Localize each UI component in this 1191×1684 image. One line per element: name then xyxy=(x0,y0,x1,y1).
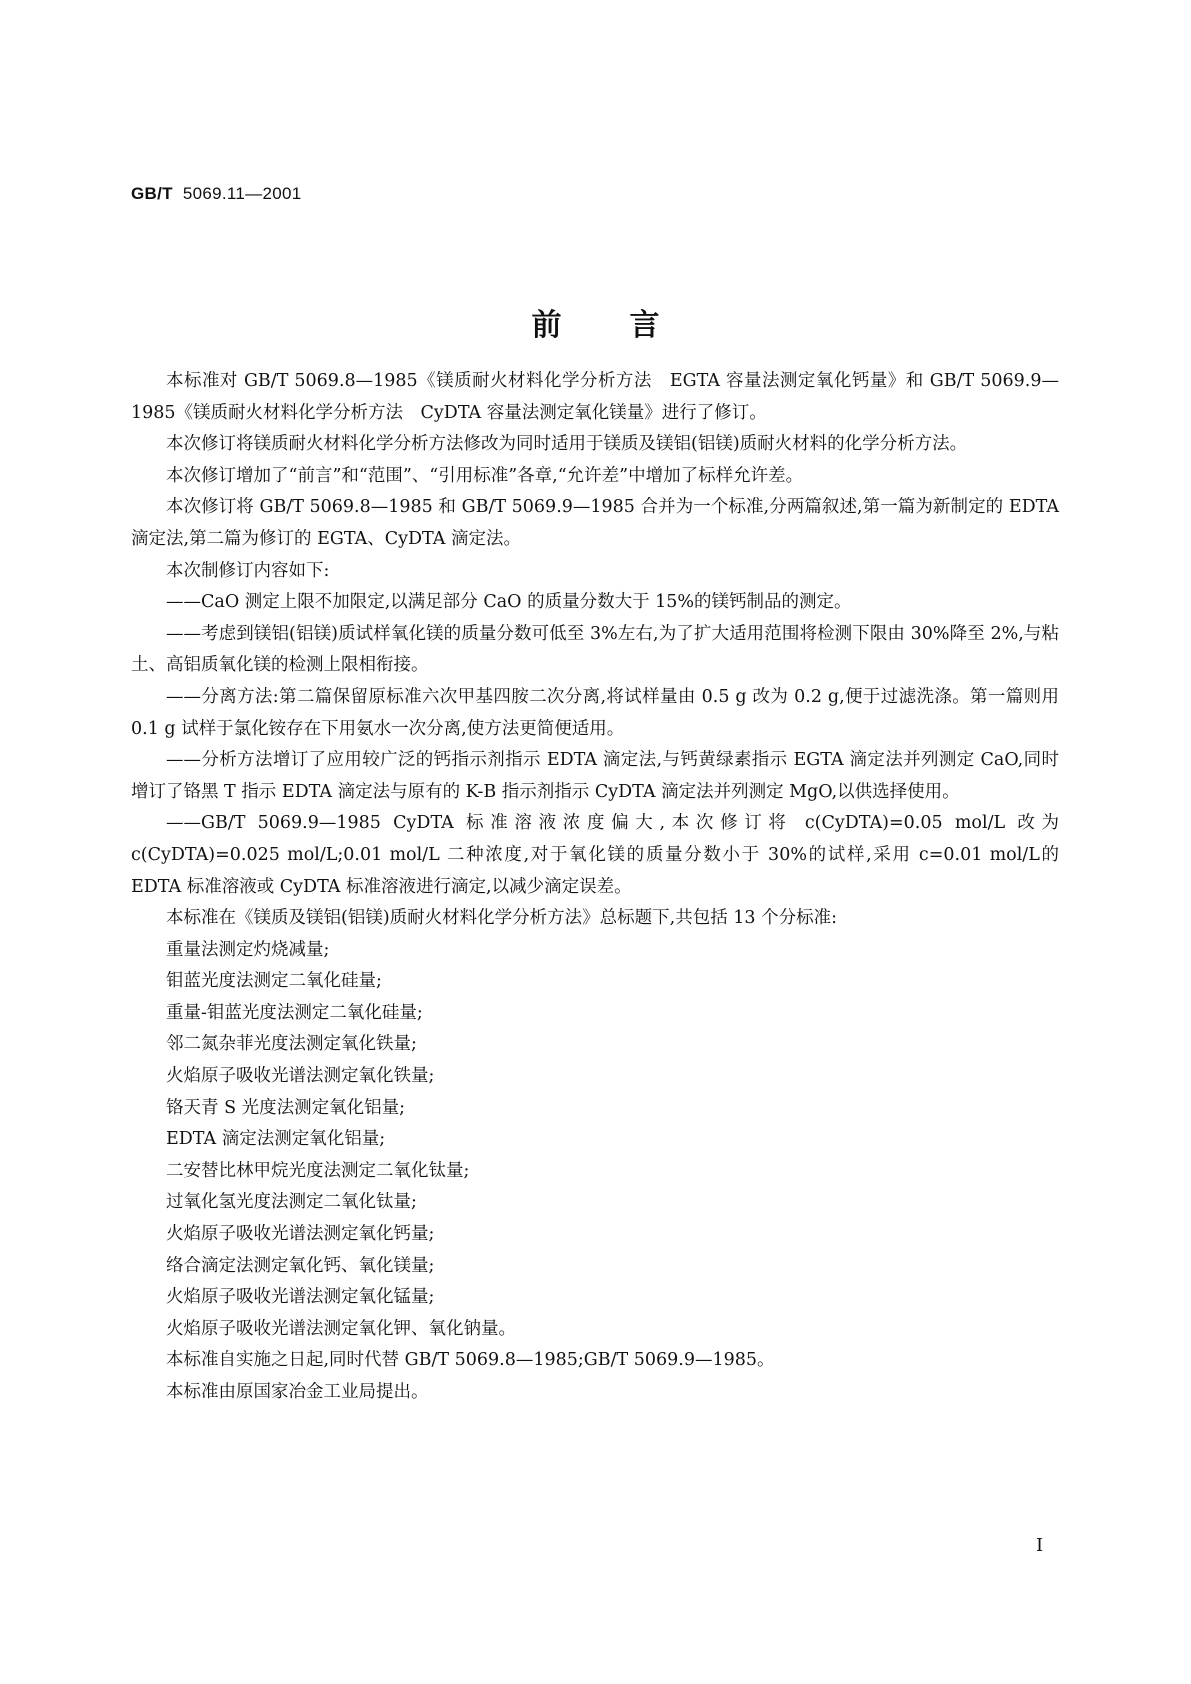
sub-standard-item: 火焰原子吸收光谱法测定氧化铁量; xyxy=(166,1066,435,1087)
revision-item: ——GB/T 5069.9—1985 CyDTA 标准溶液浓度偏大,本次修订将 c(CyDTA)=0.05 mol/L 改为 c(CyDTA)=0.025 mol/L;0.01 mol/L 二种浓度,对于氧化镁的质量分数小于 30%的试样,采用 c=0.01 mol/L的 EDTA 标准溶液或 CyDTA 标准溶液进行滴定,以减少滴定误差。 xyxy=(131,813,1059,897)
revision-item: ——CaO 测定上限不加限定,以满足部分 CaO 的质量分数大于 15%的镁钙制品的测定。 xyxy=(166,592,852,613)
foreword-body xyxy=(131,366,1059,1409)
sub-standard-item: 过氧化氢光度法测定二氧化钛量; xyxy=(166,1192,417,1213)
revision-item: ——考虑到镁铝(铝镁)质试样氧化镁的质量分数可低至 3%左右,为了扩大适用范围将检测下限由 30%降至 2%,与粘土、高铝质氧化镁的检测上限相衔接。 xyxy=(131,623,1059,676)
paragraph: 本次修订增加了“前言”和“范围”、“引用标准”各章,“允许差”中增加了标样允许差。 xyxy=(166,465,804,486)
revision-item: ——分析方法增订了应用较广泛的钙指示剂指示 EDTA 滴定法,与钙黄绿素指示 EGTA 滴定法并列测定 CaO,同时增订了铬黑 T 指示 EDTA 滴定法与原有的 K-B 指示剂指示 CyDTA 滴定法并列测定 MgO,以供选择使用。 xyxy=(131,750,1059,802)
page-title: 前言 xyxy=(531,308,728,343)
sub-standard-item: 重量-钼蓝光度法测定二氧化硅量; xyxy=(166,1002,423,1023)
sub-standard-item: 火焰原子吸收光谱法测定氧化钾、氧化钠量。 xyxy=(166,1318,516,1339)
paragraph: 本次制修订内容如下: xyxy=(166,560,330,581)
standard-code-header xyxy=(131,184,301,204)
sub-standard-item: 火焰原子吸收光谱法测定氧化钙量; xyxy=(166,1224,435,1245)
standard-prefix: GB/T xyxy=(131,184,173,203)
sub-standard-intro: 本标准在《镁质及镁铝(铝镁)质耐火材料化学分析方法》总标题下,共包括 13 个分标准: xyxy=(166,908,838,929)
sub-standard-item: 钼蓝光度法测定二氧化硅量; xyxy=(166,971,382,992)
closing-paragraph: 本标准自实施之日起,同时代替 GB/T 5069.8—1985;GB/T 5069.9—1985。 xyxy=(166,1350,775,1371)
sub-standard-item: 重量法测定灼烧减量; xyxy=(166,939,330,960)
paragraph: 本次修订将 GB/T 5069.8—1985 和 GB/T 5069.9—1985 合并为一个标准,分两篇叙述,第一篇为新制定的 EDTA 滴定法,第二篇为修订的 EGTA、CyDTA 滴定法。 xyxy=(131,497,1059,549)
page-number: I xyxy=(1036,1535,1044,1556)
revision-item: ——分离方法:第二篇保留原标准六次甲基四胺二次分离,将试样量由 0.5 g 改为 0.2 g,便于过滤洗涤。第一篇则用 0.1 g 试样于氯化铵存在下用氨水一次分离,使方法更简便适用。 xyxy=(131,686,1059,739)
sub-standard-item: 铬天青 S 光度法测定氧化铝量; xyxy=(166,1097,406,1118)
paragraph: 本次修订将镁质耐火材料化学分析方法修改为同时适用于镁质及镁铝(铝镁)质耐火材料的化学分析方法。 xyxy=(166,434,968,455)
sub-standard-item: 邻二氮杂菲光度法测定氧化铁量; xyxy=(166,1034,417,1055)
sub-standard-item: 络合滴定法测定氧化钙、氧化镁量; xyxy=(166,1255,435,1276)
closing-paragraph: 本标准由原国家冶金工业局提出。 xyxy=(166,1382,429,1402)
sub-standard-item: 二安替比林甲烷光度法测定二氧化钛量; xyxy=(166,1160,470,1181)
paragraph: 本标准对 GB/T 5069.8—1985《镁质耐火材料化学分析方法 EGTA 容量法测定氧化钙量》和 GB/T 5069.9—1985《镁质耐火材料化学分析方法 CyDTA 容量法测定氧化镁量》进行了修订。 xyxy=(131,371,1059,423)
standard-number: 5069.11—2001 xyxy=(182,184,302,203)
sub-standard-item: EDTA 滴定法测定氧化铝量; xyxy=(166,1129,386,1150)
sub-standard-item: 火焰原子吸收光谱法测定氧化锰量; xyxy=(166,1287,435,1308)
